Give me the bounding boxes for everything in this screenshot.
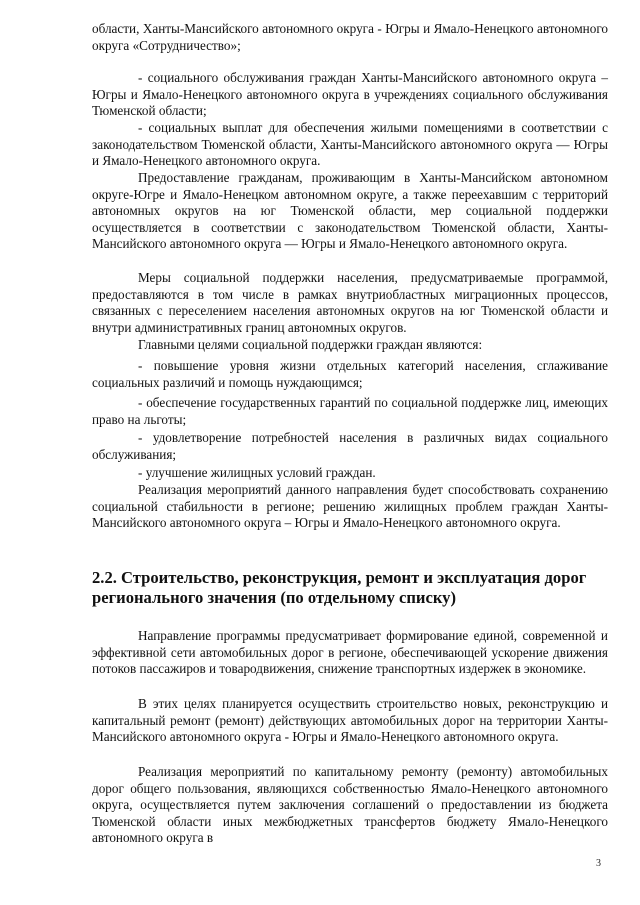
list-item-housing: - улучшение жилищных условий граждан. <box>138 465 376 480</box>
section-heading: 2.2. Строительство, реконструкция, ремонт и эксплуатация дорог регионального значения (по отдельному списку) <box>92 568 587 607</box>
list-item-housing-payments: - социальных выплат для обеспечения жилыми помещениями в соответствии с законодательством Тюменской области, Ханты-Мансийского автономного округа — Югры и Ямало-Ненецкого автономного округа. <box>92 120 608 168</box>
paragraph-repair: Реализация мероприятий по капитальному ремонту (ремонту) автомобильных дорог общего пользования, являющихся собственностью Ямало-Ненецкого автономного округа, осуществляется путем заключения соглашений о предоставлении из бюджета Тюменской области иных межбюджетных трансфертов бюджету Ямало-Ненецкого автономного округа в <box>92 764 608 845</box>
list-item-state-guarantees: - обеспечение государственных гарантий по социальной поддержке лиц, имеющих право на льготы; <box>92 395 608 427</box>
page-number: 3 <box>596 858 601 869</box>
list-item-needs: - удовлетворение потребностей населения в различных видах социального обслуживания; <box>92 430 608 462</box>
paragraph-provision: Предоставление гражданам, проживающим в Ханты-Мансийском автономном округе-Югре и Ямало-Ненецком автономном округе, а также переехавшим с территорий автономных округов на юг Тюменской области, мер социальной поддержки осуществляется в соответствии с законодательством Тюменской области, Ханты-Мансийского автономного округа — Югры и Ямало-Ненецкого автономного округа. <box>92 170 608 251</box>
paragraph-goals-intro: Главными целями социальной поддержки граждан являются: <box>138 337 483 352</box>
list-item-living-standards: - повышение уровня жизни отдельных категорий населения, сглаживание социальных различий и помощь нуждающимся; <box>92 358 608 390</box>
paragraph-measures: Меры социальной поддержки населения, предусматриваемые программой, предоставляются в том числе в рамках внутриобластных миграционных процессов, связанных с переселением населения автономных округов на юг Тюменской области и внутри административных границ автономных округов. <box>92 270 608 335</box>
paragraph-implementation: Реализация мероприятий данного направления будет способствовать сохранению социальной стабильности в регионе; решению жилищных проблем граждан Ханты-Мансийского автономного округа – Югры и Ямало-Ненецкого автономного округа. <box>92 482 608 530</box>
list-item-social-service: - социального обслуживания граждан Ханты-Мансийского автономного округа – Югры и Ямало-Ненецкого автономного округа в учреждениях социального обслуживания Тюменской области; <box>92 70 608 118</box>
paragraph-cooperation: области, Ханты-Мансийского автономного округа - Югры и Ямало-Ненецкого автономного округа «Сотрудничество»; <box>92 21 608 53</box>
paragraph-direction: Направление программы предусматривает формирование единой, современной и эффективной сети автомобильных дорог в регионе, обеспечивающей ускорение движения потоков пассажиров и товародвижения, снижение транспортных издержек в экономике. <box>92 628 608 676</box>
paragraph-goals-roads: В этих целях планируется осуществить строительство новых, реконструкцию и капитальный ремонт (ремонт) действующих автомобильных дорог на территории Ханты-Мансийского автономного округа - Югры и Ямало-Ненецкого автономного округа. <box>92 696 608 744</box>
